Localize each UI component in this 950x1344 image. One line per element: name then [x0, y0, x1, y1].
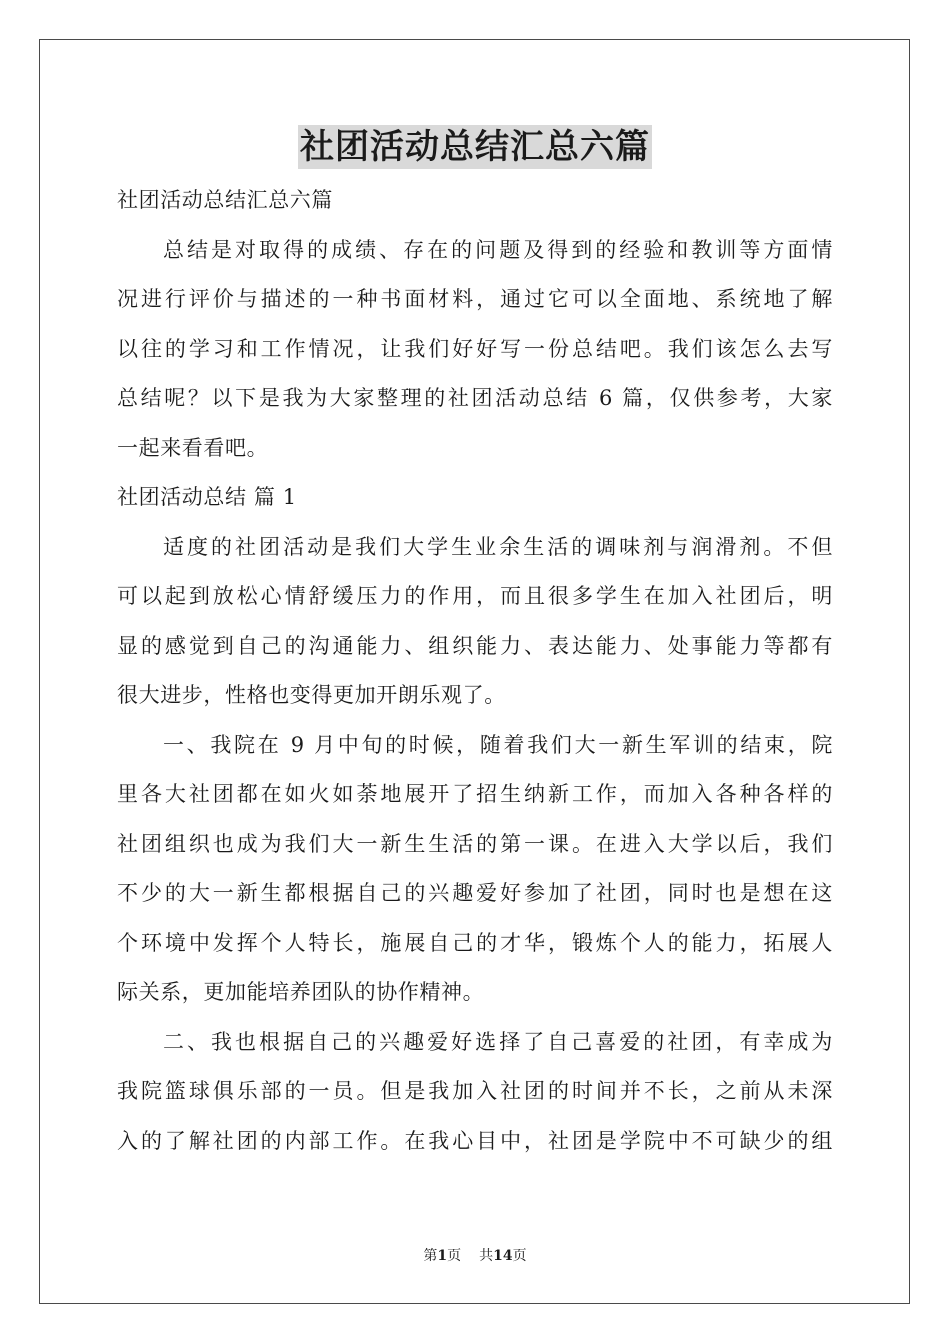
footer-page-number: 1: [437, 1248, 448, 1264]
footer-total-pages: 14: [493, 1248, 513, 1264]
body-text-line: 适度的社团活动是我们大学生业余生活的调味剂与润滑剂。不但: [163, 534, 833, 559]
footer-total-suffix: 页: [512, 1248, 527, 1264]
footer-page-prefix: 第: [423, 1248, 438, 1264]
body-text-line: 入的了解社团的内部工作。在我心目中，社团是学院中不可缺少的组: [117, 1128, 833, 1153]
body-text-line: 一起来看看吧。: [117, 435, 269, 460]
footer-page-suffix: 页: [447, 1248, 462, 1264]
body-text-line: 总结是对取得的成绩、存在的问题及得到的经验和教训等方面情: [163, 237, 833, 262]
body-text-line: 总结呢？以下是我为大家整理的社团活动总结 6 篇，仅供参考，大家: [117, 386, 833, 410]
body-text-line: 个环境中发挥个人特长，施展自己的才华，锻炼个人的能力，拓展人: [117, 930, 833, 955]
document-title-text: 社团活动总结汇总六篇: [300, 127, 650, 167]
footer-total-prefix: 共: [479, 1248, 494, 1264]
body-text-line: 社团组织也成为我们大一新生生活的第一课。在进入大学以后，我们: [117, 831, 833, 856]
body-text-line: 可以起到放松心情舒缓压力的作用，而且很多学生在加入社团后，明: [117, 584, 833, 608]
body-text-line: 际关系，更加能培养团队的协作精神。: [117, 980, 485, 1004]
page-footer: [0, 1247, 950, 1265]
body-text-line: 很大进步，性格也变得更加开朗乐观了。: [117, 683, 506, 707]
body-text-line: 一、我院在 9 月中旬的时候，随着我们大一新生军训的结束，院: [163, 732, 833, 757]
body-text-line: 里各大社团都在如火如荼地展开了招生纳新工作，而加入各种各样的: [117, 782, 833, 806]
section-heading: 社团活动总结 篇 1: [117, 485, 297, 509]
body-text-line: 况进行评价与描述的一种书面材料，通过它可以全面地、系统地了解: [117, 287, 833, 311]
document-title: [0, 125, 950, 169]
body-text-line: 二、我也根据自己的兴趣爱好选择了自己喜爱的社团，有幸成为: [163, 1029, 833, 1054]
body-text-line: 以往的学习和工作情况，让我们好好写一份总结吧。我们该怎么去写: [117, 336, 833, 361]
body-text-line: 我院篮球俱乐部的一员。但是我加入社团的时间并不长，之前从未深: [117, 1079, 833, 1103]
section-heading: 社团活动总结汇总六篇: [117, 188, 333, 212]
body-text-line: 不少的大一新生都根据自己的兴趣爱好参加了社团，同时也是想在这: [117, 881, 833, 905]
document-body: [117, 176, 833, 1166]
body-text-line: 显的感觉到自己的沟通能力、组织能力、表达能力、处事能力等都有: [117, 633, 833, 658]
